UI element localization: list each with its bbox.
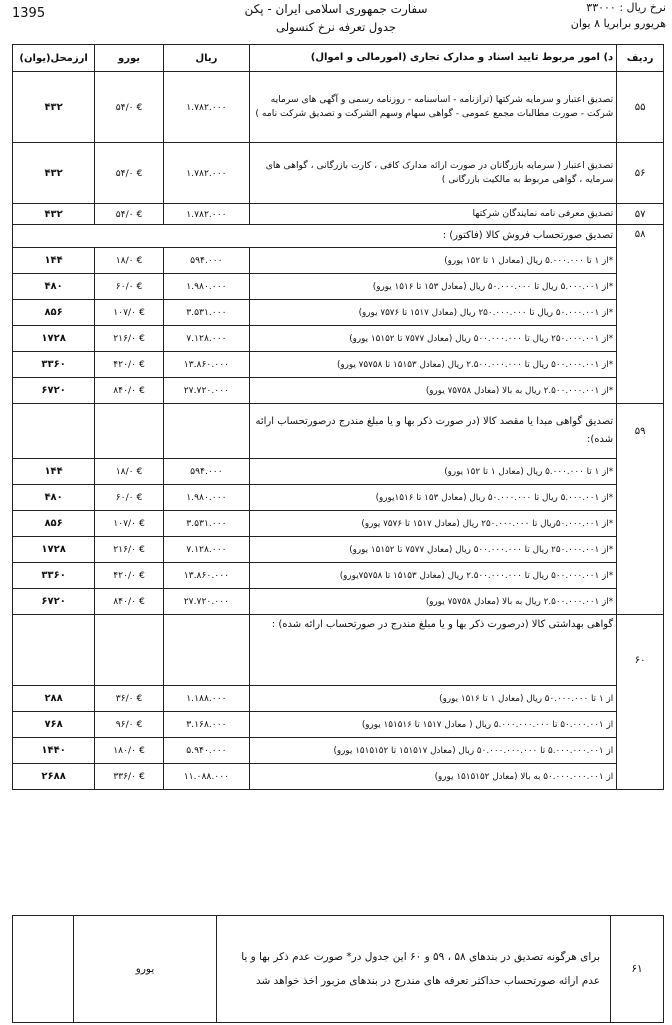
row-euro: € ۵۴/۰ [95, 143, 164, 204]
rial-rate: نرخ ریال : ۳۳۰۰۰ [586, 1, 666, 14]
section-60-title: گواهی بهداشتی کالا (درصورت ذکر بها و یا مبلغ مندرج در صورتحساب ارائه شده) : [249, 615, 616, 686]
row-desc: *از ۵.۰۰۰.۰۰۱ ریال تا ۵۰.۰۰۰.۰۰۰ ریال (معادل ۱۵۳ تا ۱۵۱۶یورو) [249, 485, 616, 511]
row-euro: € ۹۶/۰ [95, 712, 164, 738]
row-yuan: ۱۴۴۰ [13, 738, 95, 764]
row-rial: ۱.۷۸۲.۰۰۰ [163, 204, 249, 225]
table-row [13, 485, 664, 511]
row-yuan: ۱۷۲۸ [13, 537, 95, 563]
footer-empty-cell [13, 916, 74, 1023]
row-rial: ۲۷.۷۲۰.۰۰۰ [163, 378, 249, 404]
row-rial: ۱.۷۸۲.۰۰۰ [163, 143, 249, 204]
table-row [13, 378, 664, 404]
table-row [13, 204, 664, 225]
row-rial: ۳.۵۳۱.۰۰۰ [163, 511, 249, 537]
row-euro: € ۲۱۶/۰ [95, 537, 164, 563]
row-yuan: ۴۸۰ [13, 274, 95, 300]
row-yuan: ۳۳۶۰ [13, 352, 95, 378]
row-rial: ۱.۷۸۲.۰۰۰ [163, 72, 249, 143]
tariff-table-title: جدول تعرفه نرخ کنسولی [276, 20, 396, 34]
row-yuan: ۱۴۴ [13, 459, 95, 485]
row-rial: ۷.۱۲۸.۰۰۰ [163, 326, 249, 352]
row-yuan: ۲۸۸ [13, 686, 95, 712]
row-euro: € ۲۱۶/۰ [95, 326, 164, 352]
row-euro: € ۳۳۶/۰ [95, 764, 164, 790]
row-desc: *از ۵۰۰.۰۰۰.۰۰۱ ریال تا ۲.۵۰۰.۰۰۰.۰۰۰ ریال (معادل ۱۵۱۵۳ تا ۷۵۷۵۸یورو) [249, 563, 616, 589]
col-header-rial: ریال [163, 45, 249, 72]
row-rial: ۱.۹۸۰.۰۰۰ [163, 274, 249, 300]
row-desc: *از ۵۰.۰۰۰.۰۰۱ ریال تا ۲۵۰.۰۰۰.۰۰۰ ریال (معادل ۱۵۱۷ تا ۷۵۷۶ یورو) [249, 300, 616, 326]
section-60-no: ۶۰ [617, 615, 664, 790]
row-rial: ۲۷.۷۲۰.۰۰۰ [163, 589, 249, 615]
row-desc: از ۵۰.۰۰۰.۰۰۱ تا ۵.۰۰۰.۰۰۰.۰۰۰ ریال ( معادل ۱۵۱۷ تا ۱۵۱۵۱۶ یورو) [249, 712, 616, 738]
row-euro: € ۵۴/۰ [95, 204, 164, 225]
row-desc: از ۵۰.۰۰۰.۰۰۰.۰۰۱ به بالا (معادل ۱۵۱۵۱۵۲ یورو) [249, 764, 616, 790]
embassy-title: سفارت جمهوری اسلامی ایران - پکن [244, 2, 428, 16]
row-rial: ۱.۱۸۸.۰۰۰ [163, 686, 249, 712]
section-58-title-row [13, 225, 664, 248]
table-row [13, 326, 664, 352]
row-euro: € ۱۰۷/۰ [95, 511, 164, 537]
col-header-euro: یورو [95, 45, 164, 72]
row-yuan: ۶۷۲۰ [13, 378, 95, 404]
row-desc: *از ۲.۵۰۰.۰۰۰.۰۰۱ ریال به بالا (معادل ۷۵۷۵۸ یورو) [249, 378, 616, 404]
col-header-yuan: ارزمحل(یوان) [13, 45, 95, 72]
year-label: 1395 [12, 6, 46, 21]
row-yuan: ۸۵۶ [13, 300, 95, 326]
section-59-no: ۵۹ [617, 404, 664, 615]
row-euro: € ۱۸/۰ [95, 459, 164, 485]
table-row [13, 459, 664, 485]
row-desc: *از ۵۰.۰۰۰.۰۰۱ریال تا ۲۵۰.۰۰۰.۰۰۰ ریال (معادل ۱۵۱۷ تا ۷۵۷۶ یورو) [249, 511, 616, 537]
row-yuan: ۲۶۸۸ [13, 764, 95, 790]
row-rial: ۱۳.۸۶۰.۰۰۰ [163, 352, 249, 378]
row-rial: ۱۱.۰۸۸.۰۰۰ [163, 764, 249, 790]
euro-yuan-rate: هریورو برابریا ۸ یوان [570, 17, 666, 30]
footer-row [13, 916, 664, 1023]
row-rial: ۵۹۴.۰۰۰ [163, 248, 249, 274]
row-euro: € ۱۸۰/۰ [95, 738, 164, 764]
row-desc: *از ۵۰۰.۰۰۰.۰۰۱ ریال تا ۲.۵۰۰.۰۰۰.۰۰۰ ریال (معادل ۱۵۱۵۳ تا ۷۵۷۵۸ یورو) [249, 352, 616, 378]
table-row [13, 352, 664, 378]
section-59-title-row [13, 404, 664, 459]
row-yuan: ۱۷۲۸ [13, 326, 95, 352]
table-row [13, 248, 664, 274]
table-row [13, 300, 664, 326]
row-desc: از ۱ تا ۵۰.۰۰۰.۰۰۰ ریال (معادل ۱ تا ۱۵۱۶ یورو) [249, 686, 616, 712]
row-euro: € ۴۲۰/۰ [95, 563, 164, 589]
table-header-row [13, 45, 664, 72]
table-row [13, 537, 664, 563]
row-euro: € ۶۰/۰ [95, 274, 164, 300]
row-euro: € ۴۲۰/۰ [95, 352, 164, 378]
row-desc: *از ۲.۵۰۰.۰۰۰.۰۰۱ ریال به بالا (معادل ۷۵۷۵۸ یورو) [249, 589, 616, 615]
footer-note-table [12, 915, 664, 1023]
section-60-title-row [13, 615, 664, 686]
table-row [13, 589, 664, 615]
col-header-no: ردیف [617, 45, 664, 72]
row-rial: ۵۹۴.۰۰۰ [163, 459, 249, 485]
row-rial: ۷.۱۲۸.۰۰۰ [163, 537, 249, 563]
row-rial: ۱۳.۸۶۰.۰۰۰ [163, 563, 249, 589]
row-rial: ۱.۹۸۰.۰۰۰ [163, 485, 249, 511]
row-no: ۵۷ [617, 204, 664, 225]
row-yuan: ۷۶۸ [13, 712, 95, 738]
row-rial: ۳.۵۳۱.۰۰۰ [163, 300, 249, 326]
row-desc: تصدیق معرفی نامه نمایندگان شرکتها [249, 204, 616, 225]
table-row [13, 143, 664, 204]
row-yuan: ۳۳۶۰ [13, 563, 95, 589]
footer-no: ۶۱ [611, 916, 664, 1023]
row-yuan: ۸۵۶ [13, 511, 95, 537]
row-yuan: ۴۸۰ [13, 485, 95, 511]
table-row [13, 511, 664, 537]
row-desc: تصدیق اعتبار و سرمایه شرکتها (ترازنامه - اساسنامه - روزنامه رسمی و آگهی های سرمایه شرکت - صورت مطالبات مجمع عمومی - گواهی سهام وسهم الشرکت و تصدیق شرکت نامه ) [249, 72, 616, 143]
row-desc: *از ۲۵۰.۰۰۰.۰۰۱ ریال تا ۵۰۰.۰۰۰.۰۰۰ ریال (معادل ۷۵۷۷ تا ۱۵۱۵۲ یورو) [249, 537, 616, 563]
row-euro: € ۶۰/۰ [95, 485, 164, 511]
row-desc: *از ۱ تا ۵.۰۰۰.۰۰۰ ریال (معادل ۱ تا ۱۵۲ یورو) [249, 459, 616, 485]
footer-note: برای هرگونه تصدیق در بندهای ۵۸ ، ۵۹ و ۶۰ این جدول در* صورت عدم ذکر بها و یا عدم ارائه صورتحساب حداکثر تعرفه های مندرج در بندهای مزبور اخذ خواهد شد [217, 916, 611, 1023]
row-yuan: ۶۷۲۰ [13, 589, 95, 615]
row-euro: € ۳۶/۰ [95, 686, 164, 712]
row-rial: ۵.۹۴۰.۰۰۰ [163, 738, 249, 764]
row-no: ۵۵ [617, 72, 664, 143]
row-euro: € ۱۸/۰ [95, 248, 164, 274]
row-desc: *از ۲۵۰.۰۰۰.۰۰۱ ریال تا ۵۰۰.۰۰۰.۰۰۰ ریال (معادل ۷۵۷۷ تا ۱۵۱۵۲ یورو) [249, 326, 616, 352]
table-row [13, 764, 664, 790]
table-row [13, 686, 664, 712]
row-yuan: ۱۴۴ [13, 248, 95, 274]
row-desc: از ۵.۰۰۰.۰۰۰.۰۰۱ تا ۵۰.۰۰۰.۰۰۰.۰۰۰ ریال (معادل ۱۵۱۵۱۷ تا ۱۵۱۵۱۵۲ یورو) [249, 738, 616, 764]
row-yuan: ۴۳۲ [13, 143, 95, 204]
row-euro: € ۱۰۷/۰ [95, 300, 164, 326]
row-desc: *از ۱ تا ۵.۰۰۰.۰۰۰ ریال (معادل ۱ تا ۱۵۲ یورو) [249, 248, 616, 274]
row-euro: € ۵۴/۰ [95, 72, 164, 143]
page-header [0, 0, 672, 44]
row-euro: € ۸۴۰/۰ [95, 589, 164, 615]
row-desc: تصدیق اعتبار ( سرمایه بازرگانان در صورت ارائه مدارک کافی ، کارت بازرگانی ، گواهی های سرمایه ، گواهی مربوط به مالکیت بازرگانی ) [249, 143, 616, 204]
footer-euro-label: یورو [74, 916, 217, 1023]
table-row [13, 274, 664, 300]
tariff-table [12, 44, 664, 790]
row-no: ۵۶ [617, 143, 664, 204]
table-row [13, 712, 664, 738]
table-row [13, 563, 664, 589]
row-desc: *از ۵.۰۰۰.۰۰۱ ریال تا ۵۰.۰۰۰.۰۰۰ ریال (معادل ۱۵۳ تا ۱۵۱۶ یورو) [249, 274, 616, 300]
row-euro: € ۸۴۰/۰ [95, 378, 164, 404]
table-row [13, 738, 664, 764]
table-row [13, 72, 664, 143]
section-58-title: تصدیق صورتحساب فروش کالا (فاکتور) : [13, 225, 617, 248]
section-58-no: ۵۸ [617, 225, 664, 404]
row-yuan: ۴۳۲ [13, 72, 95, 143]
section-59-title: تصدیق گواهی مبدا یا مقصد کالا (در صورت ذکر بها و یا مبلغ مندرج درصورتحساب ارائه شده): [249, 404, 616, 459]
col-header-desc: د) امور مربوط تایید اسناد و مدارک تجاری (امورمالی و اموال) [249, 45, 616, 72]
row-yuan: ۴۳۲ [13, 204, 95, 225]
row-rial: ۳.۱۶۸.۰۰۰ [163, 712, 249, 738]
